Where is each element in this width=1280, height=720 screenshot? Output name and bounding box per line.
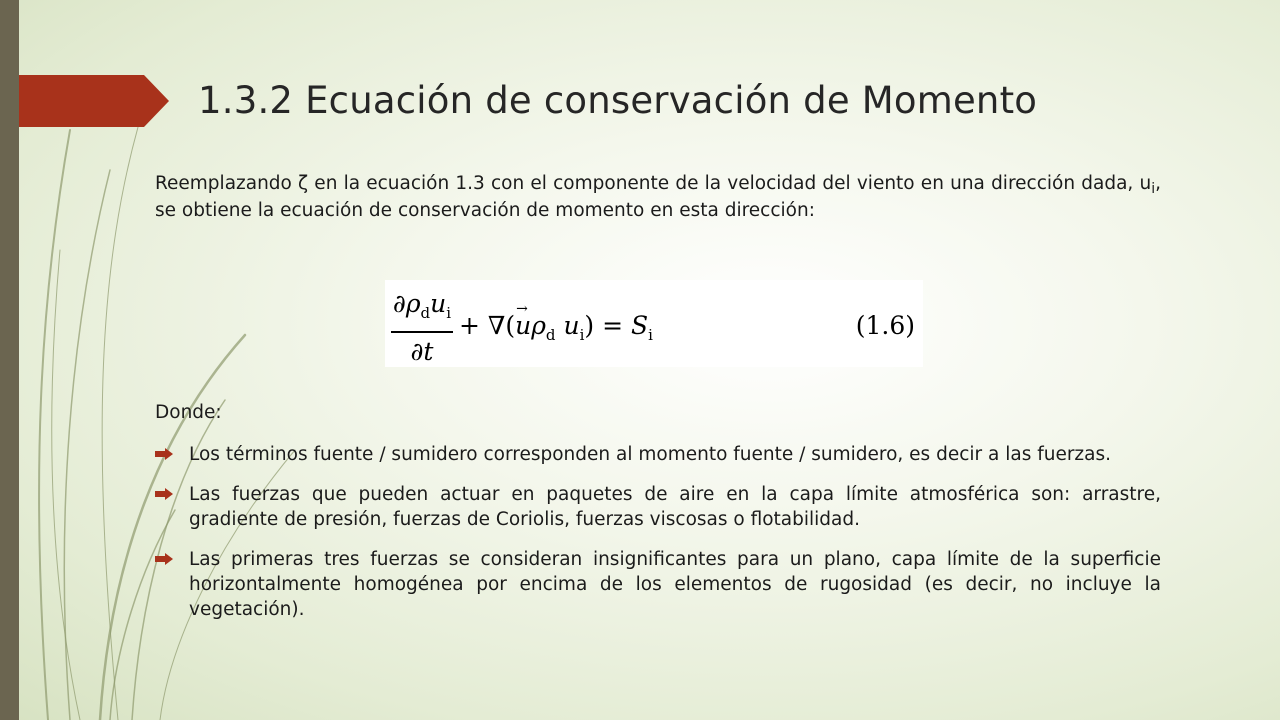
bullet-text: Los términos fuente / sumidero corresponden al momento fuente / sumidero, es decir a las fuerzas. xyxy=(189,444,1112,465)
bullet-text: Las fuerzas que pueden actuar en paquetes de aire en la capa límite atmosférica son: arrastre, gradiente de presión, fuerzas de Coriolis, fuerzas viscosas o flotabilidad. xyxy=(189,484,1161,530)
zeta-symbol: ζ xyxy=(298,173,309,194)
rho-subscript: d xyxy=(545,326,556,344)
source-symbol: S xyxy=(631,311,649,340)
equation-numerator xyxy=(391,288,453,329)
list-item xyxy=(155,442,1161,467)
equation-rest xyxy=(459,309,653,352)
numerator-sub-d: d xyxy=(420,304,431,322)
u-symbol: u xyxy=(563,311,580,340)
equation-denominator: ∂t xyxy=(410,337,434,366)
u-subscript: i xyxy=(579,326,585,344)
slide-title: 1.3.2 Ecuación de conservación de Momento xyxy=(198,79,1038,122)
arrow-right-icon xyxy=(155,488,173,500)
fraction-bar xyxy=(391,331,453,333)
velocity-vector: → u xyxy=(515,309,531,343)
numerator-u: u xyxy=(430,289,447,318)
donde-label: Donde: xyxy=(155,402,222,423)
velocity-subscript: i xyxy=(1151,181,1156,197)
velocity-symbol: u xyxy=(1139,173,1152,194)
numerator-sub-i: i xyxy=(446,304,452,322)
intro-text-middle: en la ecuación 1.3 con el componente de la velocidad del viento en una dirección dada, xyxy=(308,173,1140,194)
list-item xyxy=(155,547,1161,622)
intro-text-before: Reemplazando xyxy=(155,173,299,194)
numerator-partial-rho: ∂ρ xyxy=(392,289,421,318)
arrow-right-icon xyxy=(155,553,173,565)
intro-text-after: , se obtiene la ecuación de conservación de momento en esta dirección: xyxy=(155,173,1161,221)
bullet-list xyxy=(155,442,1161,622)
source-subscript: i xyxy=(648,326,653,344)
equation-number: (1.6) xyxy=(855,311,915,340)
bullet-text: Las primeras tres fuerzas se consideran insignificantes para un plano, capa límite de la superficie horizontalmente homogénea por encima de los elementos de rugosidad (es decir, no incluye la vegetación). xyxy=(189,549,1161,620)
momentum-equation xyxy=(385,280,923,367)
list-item xyxy=(155,482,1161,532)
rho-symbol: ρ xyxy=(531,311,546,340)
plus-nabla: + ∇( xyxy=(459,311,516,340)
equals-sign: ) = xyxy=(584,311,632,340)
intro-paragraph xyxy=(155,171,1161,224)
equation-fraction xyxy=(391,288,453,367)
title-arrow-shape xyxy=(19,75,169,127)
arrow-right-icon xyxy=(155,448,173,460)
